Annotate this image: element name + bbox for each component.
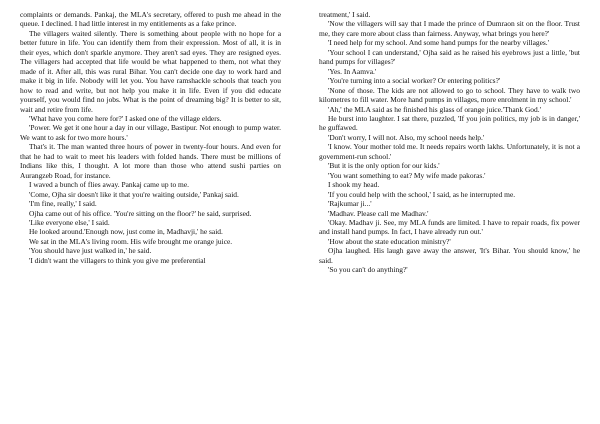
paragraph: 'You're turning into a social worker? Or entering politics?' (328, 76, 501, 86)
paragraph: 'You want something to eat? My wife made pakoras.' (328, 170, 486, 180)
paragraph: I shook my head. (328, 180, 380, 190)
paragraph: That's it. The man wanted three hours of power in twenty-four hours. And even for that he had to wait to meet his leaders with folded hands. There must be millions of Indians like this, I thought. A lot more than those who attend sushi parties on Aurangzeb Road, for instance. (20, 142, 281, 180)
paragraph: 'So you can't do anything?' (328, 265, 408, 275)
paragraph: 'Power. We get it one hour a day in our village, Bastipur. Not enough to pump water. We want to ask for two more hours.' (20, 123, 281, 142)
paragraph: 'Ah,' the MLA said as he finished his glass of orange juice.'Thank God.' (328, 104, 541, 114)
paragraph: 'Now the villagers will say that I made the prince of Dumraon sit on the floor. Trust me, they care more about class than fairness. Anyway, what brings you here?' (319, 19, 580, 38)
paragraph: 'Your school I can understand,' Ojha said as he raised his eyebrows just a little, 'but hand pumps for villages?' (319, 47, 580, 67)
paragraph: 'You should have just walked in,' he said. (29, 246, 152, 256)
paragraph: complaints or demands. Pankaj, the MLA's secretary, offered to push me ahead in the queue. I declined. I had little interest in my entitlements as a fake prince. (20, 10, 281, 29)
paragraph: 'I'm fine, really,' I said. (29, 199, 97, 209)
paragraph: He looked around.'Enough now, just come in, Madhavji,' he said. (29, 227, 223, 237)
paragraph: 'I didn't want the villagers to think you give me preferential (29, 255, 206, 265)
left-page (20, 10, 281, 265)
paragraph: 'What have you come here for?' I asked one of the village elders. (29, 113, 222, 123)
paragraph: 'Madhav. Please call me Madhav.' (328, 208, 429, 218)
paragraph: We sat in the MLA's living room. His wife brought me orange juice. (29, 236, 233, 246)
paragraph: Ojha came out of his office. 'You're sitting on the floor?' he said, surprised. (29, 208, 252, 218)
paragraph: Ojha laughed. His laugh gave away the answer, 'It's Bihar. You should know,' he said. (319, 246, 580, 265)
paragraph: 'Okay. Madhav ji. See, my MLA funds are limited. I have to repair roads, fix power and install hand pumps. In fact, I have already run out.' (319, 217, 580, 237)
paragraph: He burst into laughter. I sat there, puzzled, 'If you join politics, my job is in danger,' he guffawed. (319, 113, 580, 133)
paragraph: 'Yes. In Aamva.' (328, 66, 377, 76)
paragraph: 'But it is the only option for our kids.' (328, 161, 440, 171)
paragraph: 'I know. Your mother told me. It needs repairs worth lakhs. Unfortunately, it is not a government-run school.' (319, 142, 580, 161)
paragraph: 'Don't worry, I will not. Also, my school needs help.' (328, 132, 485, 142)
paragraph: 'If you could help with the school,' I said, as he interrupted me. (328, 189, 516, 199)
paragraph: 'Rajkumar ji...' (328, 199, 372, 209)
paragraph: treatment,' I said. (319, 10, 371, 19)
paragraph: I waved a bunch of flies away. Pankaj came up to me. (29, 180, 189, 190)
paragraph: 'Come, Ojha sir doesn't like it that you're waiting outside,' Pankaj said. (29, 189, 239, 199)
paragraph: 'I need help for my school. And some hand pumps for the nearby villages.' (328, 38, 550, 48)
paragraph: 'How about the state education ministry?' (328, 236, 451, 246)
right-page (319, 10, 580, 275)
paragraph: 'Like everyone else,' I said. (29, 217, 110, 227)
paragraph: The villagers waited silently. There is something about people with no hope for a better future in life. You can identify them from their expression. Most of all, it is in their eyes, which don't sparkle anymore. They aren't sad eyes. They are resigned eyes. The villagers had accepted that life would be what happened to them, not what they made of it. After all, this was rural Bihar. You can't decide one day to work hard and make it big in life. Nobody will let you. You have ramshackle schools that teach you how to read and write, but not help you make it in life. Even if you did educate yourself, you would find no jobs. What is the point of dreaming big? It is better to sit, wait and retire from life. (20, 28, 281, 114)
paragraph: 'None of those. The kids are not allowed to go to school. They have to walk two kilometres to fill water. More hand pumps in villages, more enrolment in my school.' (319, 85, 580, 105)
